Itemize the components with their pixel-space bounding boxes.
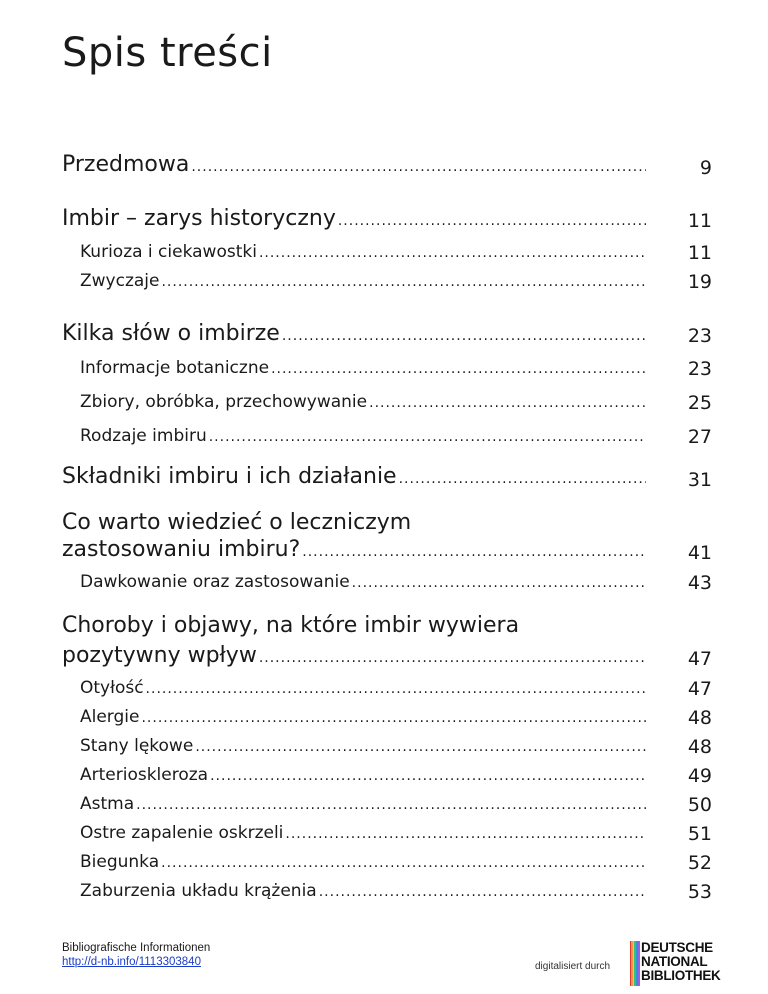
toc-leader (302, 544, 646, 560)
toc-label: Astma (80, 794, 135, 814)
digitized-by-label: digitalisiert durch (535, 961, 611, 972)
toc-entry-kurioza[interactable] (80, 242, 646, 262)
toc-label: Zbiory, obróbka, przechowywanie (80, 392, 368, 412)
toc-label: Otyłość (80, 678, 144, 698)
toc-label: Dawkowanie oraz zastosowanie (80, 572, 350, 592)
toc-page-number: 43 (687, 572, 712, 594)
toc-leader (259, 245, 646, 261)
toc-entry-imbir-zarys[interactable] (62, 206, 646, 231)
toc-label: Przedmowa (62, 152, 190, 177)
toc-page-number: 9 (699, 157, 712, 179)
toc-leader (191, 159, 646, 175)
toc-entry-biegunka[interactable] (80, 852, 646, 872)
toc-entry-zbiory[interactable] (80, 392, 646, 412)
toc-label: Ostre zapalenie oskrzeli (80, 823, 284, 843)
toc-entry-informacje[interactable] (80, 358, 646, 378)
toc-page-number: 23 (687, 358, 712, 380)
toc-leader (399, 471, 646, 487)
toc-page-number: 50 (687, 794, 712, 816)
toc-page-number: 48 (687, 707, 712, 729)
toc-page-number: 11 (687, 210, 712, 232)
page-title: Spis treści (62, 30, 273, 76)
toc-entry-astma[interactable] (80, 794, 646, 814)
toc-label: zastosowaniu imbiru? (62, 537, 301, 562)
toc-page-number: 47 (687, 648, 712, 670)
toc-entry-zwyczaje[interactable] (80, 271, 646, 291)
toc-leader (136, 797, 646, 813)
toc-leader (209, 429, 646, 445)
toc-leader (319, 884, 646, 900)
toc-entry-stany-lekowe[interactable] (80, 736, 646, 756)
toc-page-number: 49 (687, 765, 712, 787)
toc-entry-skladniki[interactable] (62, 464, 646, 489)
toc-leader (210, 768, 646, 784)
toc-leader (285, 826, 646, 842)
logo-text (641, 941, 740, 983)
toc-entry-kilka-slow[interactable] (62, 321, 646, 346)
toc-page-number: 25 (687, 392, 712, 414)
toc-page-number: 11 (687, 242, 712, 264)
toc-label: Stany lękowe (80, 736, 194, 756)
toc-label: Zaburzenia układu krążenia (80, 881, 317, 901)
logo-bar (638, 941, 640, 986)
toc-leader (259, 650, 646, 666)
toc-leader (282, 328, 646, 344)
toc-page-number: 51 (687, 823, 712, 845)
dnb-link[interactable]: http://d-nb.info/1113303840 (62, 956, 201, 968)
toc-entry-rodzaje[interactable] (80, 426, 646, 446)
bibliographic-info-label: Bibliografische Informationen (62, 942, 211, 954)
toc-label: Zwyczaje (80, 271, 160, 291)
toc-page-number: 31 (687, 469, 712, 491)
toc-label: Arterioskleroza (80, 765, 209, 785)
toc-leader (161, 855, 646, 871)
logo-color-bars (630, 941, 640, 986)
logo-line: NATIONAL (641, 954, 708, 969)
toc-leader (195, 739, 646, 755)
toc-page-number: 41 (687, 542, 712, 564)
toc-leader (161, 274, 646, 290)
toc-label: Rodzaje imbiru (80, 426, 207, 446)
toc-entry-line: Choroby i objawy, na które imbir wywiera (62, 613, 520, 638)
toc-page-number: 48 (687, 736, 712, 758)
logo-line: BIBLIOTHEK (641, 968, 721, 983)
toc-label: Informacje botaniczne (80, 358, 270, 378)
toc-page-number: 53 (687, 881, 712, 903)
logo-line: DEUTSCHE (641, 940, 713, 955)
toc-entry-co-warto[interactable] (62, 537, 646, 562)
toc-label: Składniki imbiru i ich działanie (62, 464, 397, 489)
toc-label: Kilka słów o imbirze (62, 321, 280, 346)
toc-label: Imbir – zarys historyczny (62, 206, 336, 231)
toc-entry-alergie[interactable] (80, 707, 646, 727)
toc-page-number: 47 (687, 678, 712, 700)
toc-label: Kurioza i ciekawostki (80, 242, 257, 262)
toc-entry-otylosc[interactable] (80, 678, 646, 698)
toc-label: pozytywny wpływ (62, 643, 257, 668)
toc-page-number: 27 (687, 426, 712, 448)
toc-page-number: 52 (687, 852, 712, 874)
toc-entry-ostre-zapalenie[interactable] (80, 823, 646, 843)
toc-entry-przedmowa[interactable] (62, 152, 646, 177)
toc-leader (352, 575, 646, 591)
toc-entry-arterioskleroza[interactable] (80, 765, 646, 785)
toc-leader (338, 213, 646, 229)
bibliographic-info (62, 941, 210, 969)
toc-page-number: 19 (687, 271, 712, 293)
toc-label: Biegunka (80, 852, 160, 872)
toc-entry-choroby[interactable] (62, 643, 646, 668)
dnb-logo (630, 941, 740, 986)
toc-leader (271, 361, 646, 377)
toc-entry-dawkowanie[interactable] (80, 572, 646, 592)
toc-leader (369, 395, 646, 411)
toc-leader (146, 681, 646, 697)
toc-entry-zaburzenia[interactable] (80, 881, 646, 901)
toc-label: Alergie (80, 707, 140, 727)
toc-entry-line: Co warto wiedzieć o leczniczym (62, 510, 412, 535)
toc-page-number: 23 (687, 325, 712, 347)
toc-leader (141, 710, 646, 726)
